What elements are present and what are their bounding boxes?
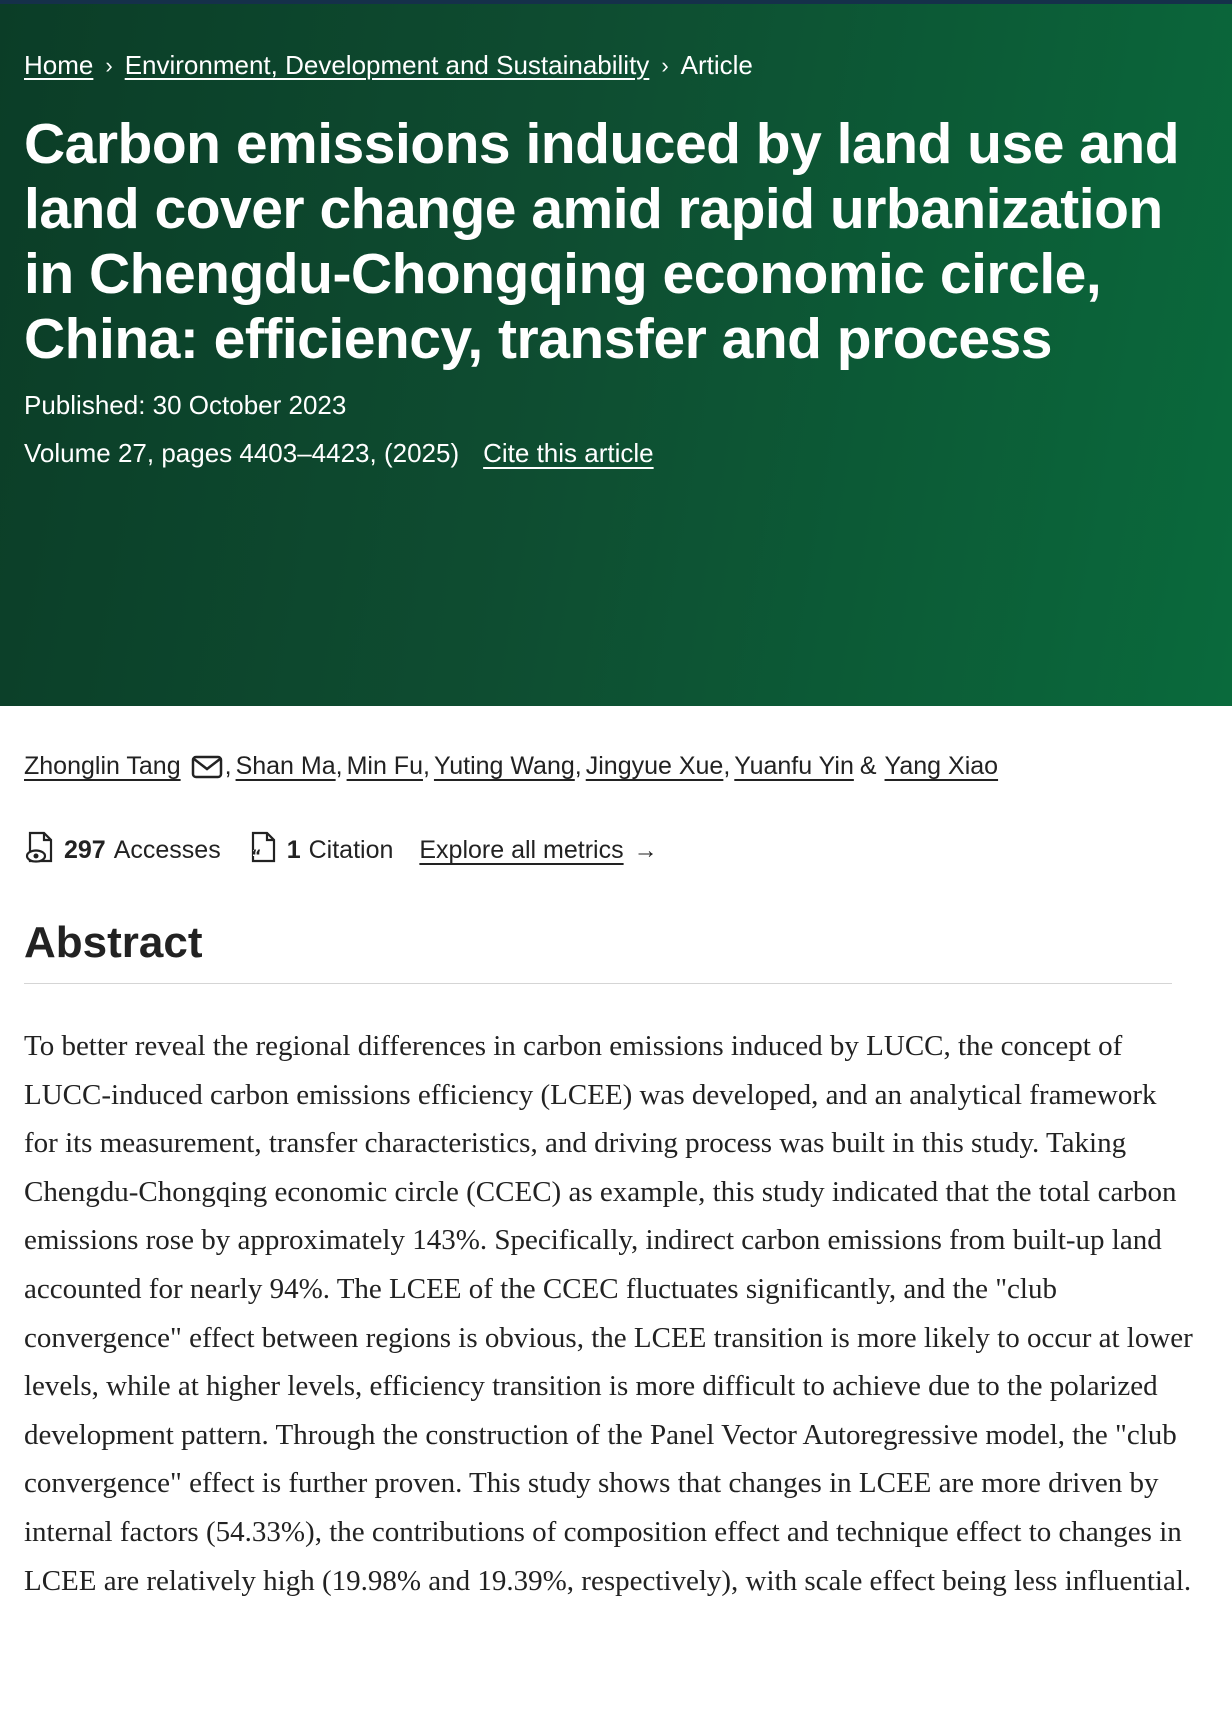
published-date: Published: 30 October 2023: [24, 390, 347, 420]
citation-icon: [247, 830, 279, 871]
accesses-label: Accesses: [113, 836, 221, 864]
author-link[interactable]: Yuanfu Yin: [734, 752, 854, 780]
article-title: Carbon emissions induced by land use and land cover change amid rapid urbanization in Chengdu-Chongqing economic circle, China: efficiency, transfer and process: [24, 112, 1180, 371]
author-link[interactable]: Yuting Wang: [433, 752, 575, 780]
author-link[interactable]: Jingyue Xue: [585, 752, 724, 780]
breadcrumb-journal-link[interactable]: Environment, Development and Sustainability: [124, 50, 650, 80]
accesses-count: 297: [64, 836, 106, 864]
author-separator: ,: [422, 752, 430, 780]
author-list: [24, 752, 998, 781]
author-separator: ,: [723, 752, 731, 780]
cite-this-article-link[interactable]: Cite this article: [483, 438, 654, 468]
citation-label: Citation: [308, 836, 394, 864]
section-divider: [24, 983, 1172, 984]
author-separator: ,: [335, 752, 343, 780]
svg-text:“: “: [250, 846, 262, 864]
accesses-icon: [24, 830, 56, 871]
breadcrumb-current: Article: [680, 50, 753, 80]
volume-info: Volume 27, pages 4403–4423, (2025): [24, 438, 460, 468]
explore-metrics-link[interactable]: Explore all metrics: [419, 836, 624, 864]
chevron-right-icon: ›: [105, 52, 113, 78]
abstract-heading: Abstract: [24, 918, 203, 967]
accesses-metric: [24, 830, 221, 871]
citation-metric: [247, 830, 394, 871]
author-ampersand: &: [859, 752, 877, 780]
author-link[interactable]: Min Fu: [346, 752, 423, 780]
author-link[interactable]: Shan Ma: [235, 752, 336, 780]
breadcrumb: [24, 50, 753, 81]
article-header: [0, 0, 1232, 706]
article-metrics: [24, 830, 658, 871]
citation-count: 1: [286, 836, 301, 864]
author-link[interactable]: Zhonglin Tang: [24, 752, 181, 780]
author-separator: ,: [224, 752, 232, 780]
author-separator: ,: [574, 752, 582, 780]
abstract-text: To better reveal the regional differences in carbon emissions induced by LUCC, the concept of LUCC-induced carbon emissions efficiency (LCEE) was developed, and an analytical framework for its measurement, transfer characteristics, and driving process was built in this study. Taking Chengdu-Chongqing economic circle (CCEC) as example, this study indicated that the total carbon emissions rose by approximately 143%. Specifically, indirect carbon emissions from built-up land accounted for nearly 94%. The LCEE of the CCEC fluctuates significantly, and the "club convergence" effect between regions is obvious, the LCEE transition is more likely to occur at lower levels, while at higher levels, efficiency transition is more difficult to achieve due to the polarized development pattern. Through the construction of the Panel Vector Autoregressive model, the "club convergence" effect is further proven. This study shows that changes in LCEE are more driven by internal factors (54.33%), the contributions of composition effect and technique effect to changes in LCEE are relatively high (19.98% and 19.39%, respectively), with scale effect being less influential.: [24, 1030, 1193, 1597]
chevron-right-icon: ›: [661, 52, 669, 78]
breadcrumb-home-link[interactable]: Home: [24, 50, 94, 80]
mail-icon[interactable]: [191, 755, 223, 779]
author-link[interactable]: Yang Xiao: [884, 752, 999, 780]
arrow-right-icon: →: [633, 836, 658, 864]
volume-info-row: [24, 438, 654, 469]
